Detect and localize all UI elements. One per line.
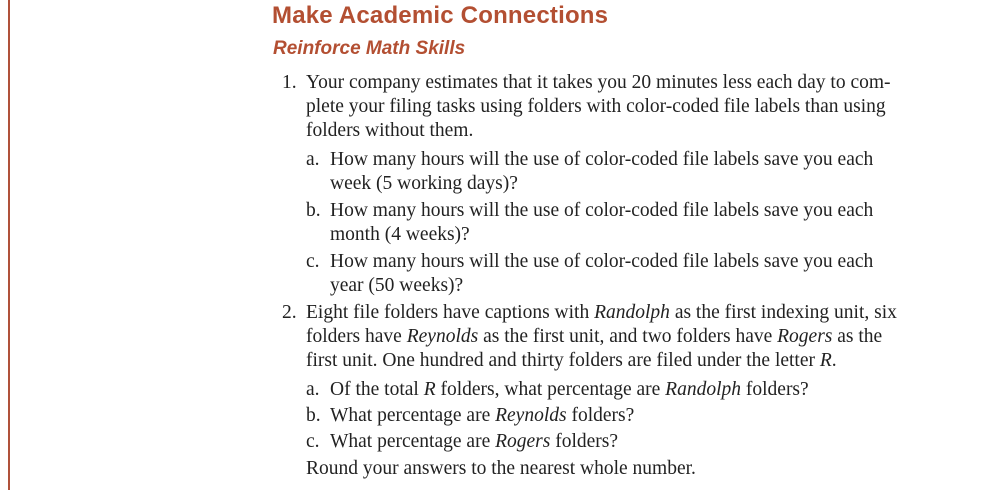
text-run: . — [831, 350, 837, 371]
question-1-line-2: plete your filing tasks using folders with color-coded file labels than using — [306, 96, 886, 117]
name-reynolds: Reynolds — [495, 405, 567, 426]
question-1b-line-1: How many hours will the use of color-coded file labels save you each — [330, 200, 874, 221]
question-2a-text — [330, 378, 809, 402]
question-1b-letter: b. — [306, 200, 321, 221]
text-run: folders, what percentage are — [435, 379, 666, 400]
question-2-line-3 — [306, 349, 837, 373]
question-1a-letter: a. — [306, 149, 320, 170]
text-run: as the first indexing unit, six — [669, 302, 897, 323]
question-2a-letter: a. — [306, 379, 320, 400]
text-run: folders? — [550, 431, 619, 452]
question-1c-line-2: year (50 weeks)? — [330, 275, 464, 296]
question-2b-text — [330, 404, 634, 428]
question-2c-letter: c. — [306, 431, 320, 452]
question-1a-line-2: week (5 working days)? — [330, 173, 518, 194]
question-1-line-1: Your company estimates that it takes you 20 minutes less each day to com- — [306, 72, 891, 93]
rounding-note: Round your answers to the nearest whole number. — [306, 458, 696, 479]
question-2-line-1 — [306, 301, 897, 325]
question-1c-letter: c. — [306, 251, 320, 272]
name-randolph: Randolph — [665, 379, 741, 400]
question-1b-line-2: month (4 weeks)? — [330, 224, 470, 245]
question-1c-line-1: How many hours will the use of color-coded file labels save you each — [330, 251, 874, 272]
name-rogers: Rogers — [495, 431, 551, 452]
text-run: What percentage are — [330, 405, 496, 426]
text-run: as the first unit, and two folders have — [478, 326, 778, 347]
text-run: Of the total — [330, 379, 424, 400]
question-2-line-2 — [306, 325, 882, 349]
text-run: as the — [832, 326, 883, 347]
text-run: Eight file folders have captions with — [306, 302, 595, 323]
text-run: What percentage are — [330, 431, 496, 452]
question-1-line-3: folders without them. — [306, 120, 474, 141]
name-rogers: Rogers — [777, 326, 833, 347]
letter-r: R — [819, 350, 832, 371]
section-subheading: Reinforce Math Skills — [273, 38, 466, 59]
left-margin-rule — [8, 0, 10, 490]
letter-r: R — [423, 379, 436, 400]
question-1-number: 1. — [282, 72, 297, 93]
text-run: folders? — [566, 405, 635, 426]
text-run: first unit. One hundred and thirty folders are filed under the letter — [306, 350, 820, 371]
text-run: folders? — [741, 379, 809, 400]
name-reynolds: Reynolds — [406, 326, 479, 347]
text-run: folders have — [306, 326, 407, 347]
question-2-number: 2. — [282, 302, 297, 323]
question-2b-letter: b. — [306, 405, 321, 426]
question-1a-line-1: How many hours will the use of color-coded file labels save you each — [330, 149, 874, 170]
name-randolph: Randolph — [594, 302, 670, 323]
section-heading: Make Academic Connections — [272, 2, 609, 29]
question-2c-text — [330, 430, 618, 454]
